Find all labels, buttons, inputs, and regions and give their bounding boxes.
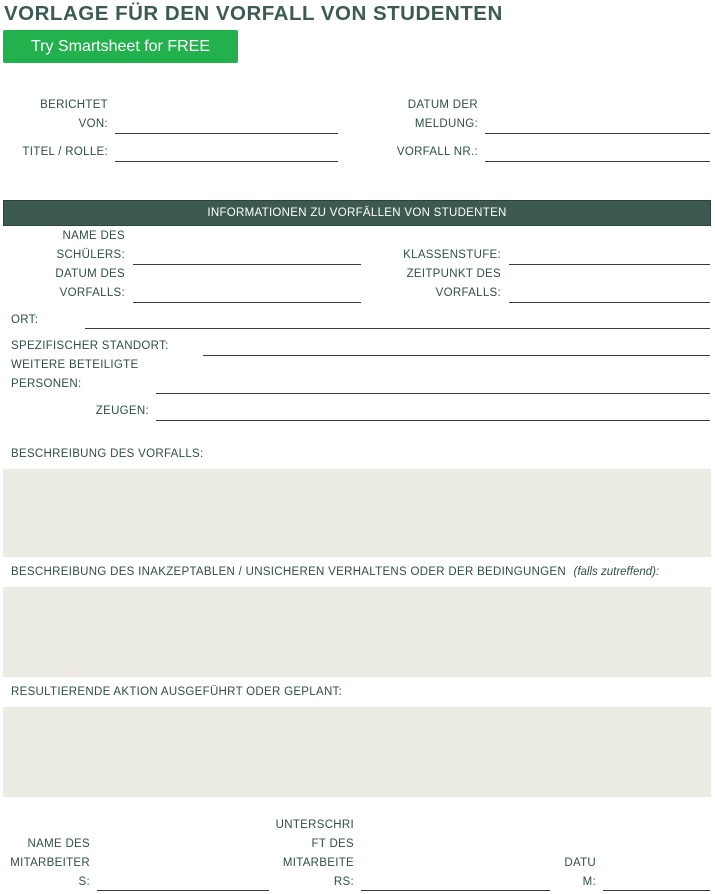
witnesses-field[interactable]: [156, 420, 710, 421]
location-label: ORT:: [11, 314, 39, 326]
report-date-field[interactable]: [485, 133, 710, 134]
staff-name-label: NAME DES MITARBEITER S:: [10, 838, 90, 888]
try-smartsheet-button[interactable]: Try Smartsheet for FREE: [3, 30, 238, 63]
incident-time-field[interactable]: [509, 302, 710, 303]
title-role-label: TITEL / ROLLE:: [22, 146, 108, 158]
page-title: VORLAGE FÜR DEN VORFALL VON STUDENTEN: [4, 2, 503, 25]
description-label: BESCHREIBUNG DES VORFALLS:: [11, 448, 204, 460]
incident-number-label: VORFALL NR.:: [396, 146, 478, 158]
staff-name-field[interactable]: [97, 890, 269, 891]
others-involved-field[interactable]: [156, 393, 710, 394]
staff-signature-field[interactable]: [361, 890, 550, 891]
resulting-action-label: RESULTIERENDE AKTION AUSGEFÜHRT ODER GEPLANT:: [11, 686, 343, 698]
unsafe-behavior-label: BESCHREIBUNG DES INAKZEPTABLEN / UNSICHEREN VERHALTENS ODER DER BEDINGUNGEN (falls zutreffend):: [11, 566, 660, 578]
signature-date-label: DATU M:: [564, 857, 596, 888]
incident-date-label: DATUM DES VORFALLS:: [55, 268, 125, 299]
grade-label: KLASSENSTUFE:: [403, 249, 501, 261]
resulting-action-textarea[interactable]: [3, 707, 711, 797]
description-textarea[interactable]: [3, 469, 711, 557]
incident-time-label: ZEITPUNKT DES VORFALLS:: [406, 268, 501, 299]
reported-by-label: BERICHTET VON:: [40, 99, 108, 130]
unsafe-behavior-textarea[interactable]: [3, 587, 711, 677]
student-name-field[interactable]: [133, 264, 361, 265]
specific-location-field[interactable]: [203, 355, 710, 356]
incident-number-field[interactable]: [485, 161, 710, 162]
others-involved-label: WEITERE BETEILIGTE PERSONEN:: [11, 359, 139, 390]
incident-info-banner: INFORMATIONEN ZU VORFÄLLEN VON STUDENTEN: [3, 200, 711, 226]
witnesses-label: ZEUGEN:: [95, 405, 149, 417]
grade-field[interactable]: [509, 264, 710, 265]
unsafe-behavior-note: (falls zutreffend):: [573, 566, 660, 578]
staff-signature-label: UNTERSCHRI FT DES MITARBEITE RS:: [275, 819, 354, 888]
specific-location-label: SPEZIFISCHER STANDORT:: [11, 340, 169, 352]
report-date-label: DATUM DER MELDUNG:: [407, 99, 478, 130]
student-name-label: NAME DES SCHÜLERS:: [56, 230, 125, 261]
signature-date-field[interactable]: [603, 890, 710, 891]
location-field[interactable]: [85, 328, 710, 329]
reported-by-field[interactable]: [115, 133, 338, 134]
incident-date-field[interactable]: [133, 302, 361, 303]
title-role-field[interactable]: [115, 161, 338, 162]
